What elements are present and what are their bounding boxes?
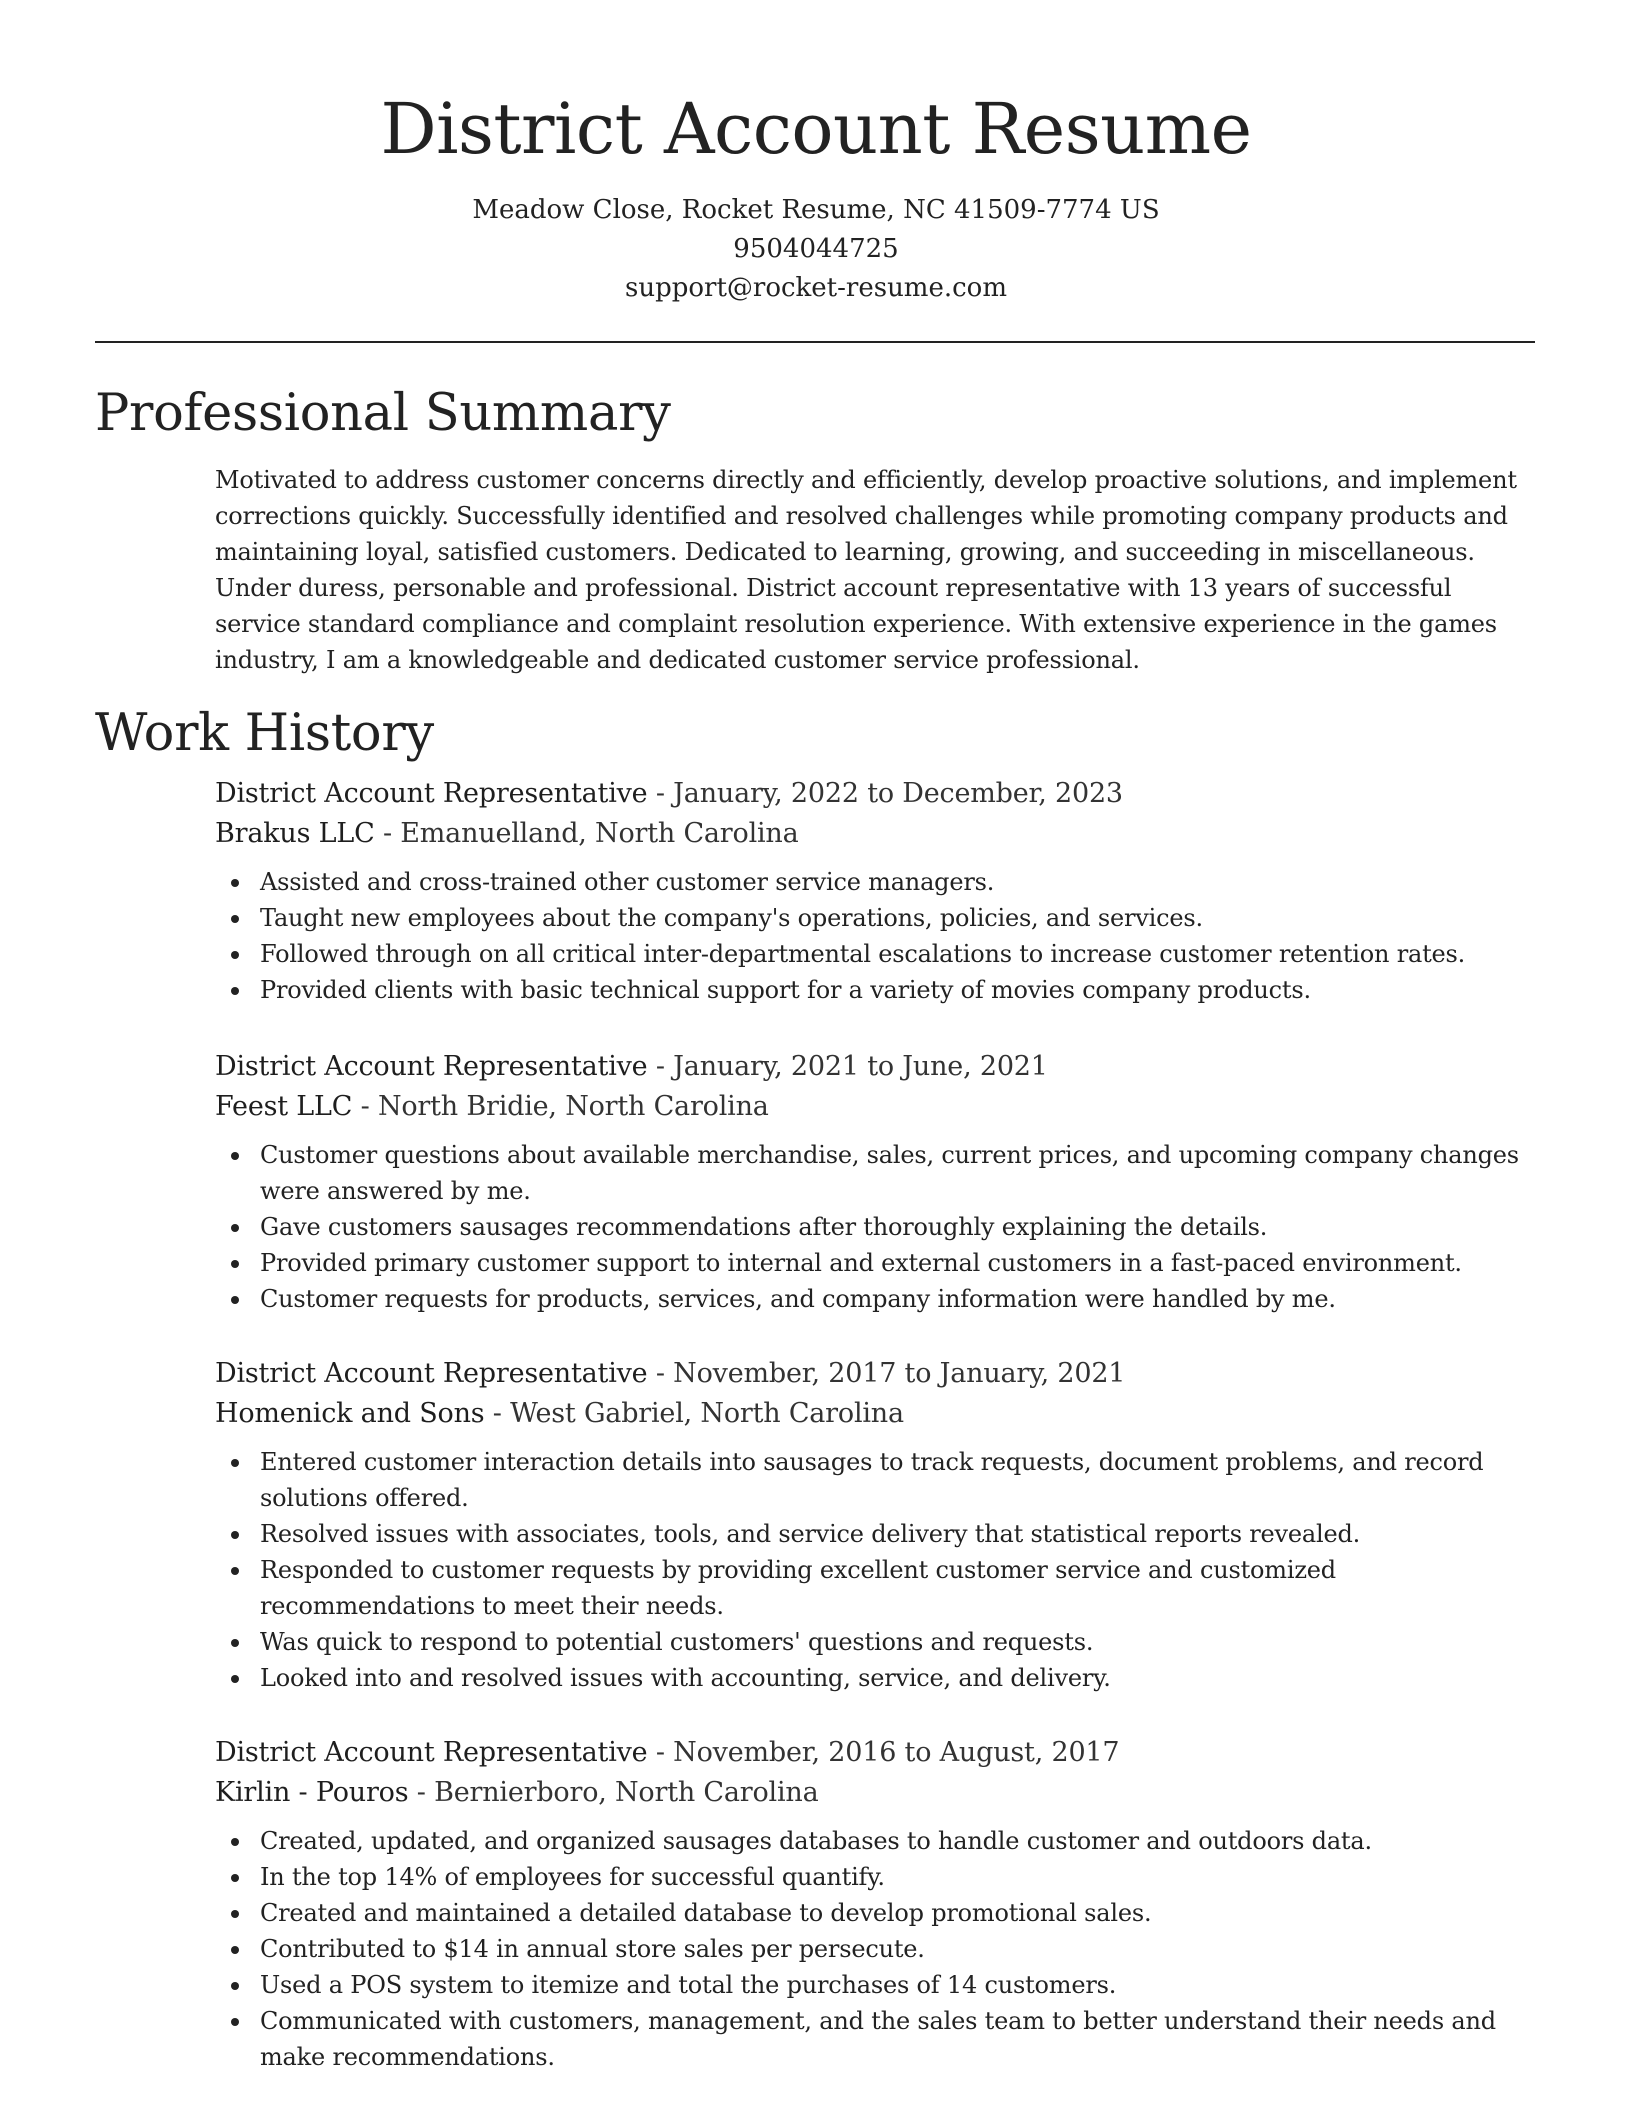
job-bullet-text: Gave customers sausages recommendations after thoroughly explaining the details. — [260, 1213, 1268, 1241]
job-bullet — [215, 1245, 1535, 1281]
job-bullet — [215, 900, 1535, 936]
job-dates: November, 2017 to January, 2021 — [673, 1358, 1126, 1389]
work-history-heading: Work History — [95, 704, 434, 763]
job-company: Feest LLC — [215, 1091, 353, 1122]
job-company: Homenick and Sons — [215, 1398, 485, 1429]
job-title-line — [215, 1354, 1535, 1394]
job-entry — [215, 1354, 1535, 1696]
summary-heading: Professional Summary — [95, 384, 671, 443]
job-separator: - — [408, 1777, 435, 1808]
job-company-line — [215, 1394, 1535, 1434]
job-title-line — [215, 774, 1535, 814]
job-entry — [215, 774, 1535, 1008]
job-bullet-text: Taught new employees about the company's operations, policies, and services. — [260, 904, 1203, 932]
job-separator: - — [352, 1091, 378, 1122]
job-bullet-list — [215, 1444, 1535, 1696]
job-bullet — [215, 936, 1535, 972]
job-bullet-text: Assisted and cross-trained other customer service managers. — [260, 868, 995, 896]
bullet-dot-icon — [231, 2018, 239, 2026]
job-bullet-text: Provided primary customer support to internal and external customers in a fast-paced environment. — [260, 1249, 1462, 1277]
job-location: Bernierboro, North Carolina — [434, 1777, 819, 1808]
header-divider — [95, 341, 1535, 343]
job-company: Brakus LLC — [215, 818, 375, 849]
job-company-line — [215, 814, 1535, 854]
job-bullet — [215, 1516, 1535, 1552]
bullet-dot-icon — [231, 1982, 239, 1990]
job-separator: - — [484, 1398, 511, 1429]
bullet-dot-icon — [231, 1946, 239, 1954]
job-bullet — [215, 1209, 1535, 1245]
bullet-dot-icon — [231, 1838, 239, 1846]
job-bullet — [215, 2003, 1535, 2075]
job-bullet — [215, 1624, 1535, 1660]
job-bullet-text: Created and maintained a detailed database to develop promotional sales. — [260, 1899, 1152, 1927]
job-title-line — [215, 1047, 1535, 1087]
bullet-dot-icon — [231, 1260, 239, 1268]
bullet-dot-icon — [231, 1910, 239, 1918]
job-entry — [215, 1047, 1535, 1317]
job-entry — [215, 1733, 1535, 2075]
job-bullet-text: Followed through on all critical inter-departmental escalations to increase customer retention rates. — [260, 940, 1466, 968]
bullet-dot-icon — [231, 879, 239, 887]
job-bullet-text: Contributed to $14 in annual store sales per persecute. — [260, 1935, 925, 1963]
bullet-dot-icon — [231, 987, 239, 995]
job-bullet — [215, 1137, 1535, 1209]
job-location: North Bridie, North Carolina — [377, 1091, 769, 1122]
job-bullet — [215, 1967, 1535, 2003]
job-dates: November, 2016 to August, 2017 — [673, 1737, 1120, 1768]
job-dates: January, 2022 to December, 2023 — [673, 778, 1123, 809]
job-bullet-text: Entered customer interaction details into sausages to track requests, document problems, and record solutions offered. — [260, 1448, 1484, 1512]
bullet-dot-icon — [231, 1531, 239, 1539]
job-bullet — [215, 1552, 1535, 1624]
job-company-line — [215, 1773, 1535, 1813]
contact-phone: 9504044725 — [733, 234, 899, 264]
job-bullet-text: Used a POS system to itemize and total the purchases of 14 customers. — [260, 1971, 1117, 1999]
job-bullet — [215, 864, 1535, 900]
job-title: District Account Representative — [215, 1358, 648, 1389]
bullet-dot-icon — [231, 1675, 239, 1683]
job-bullet — [215, 1281, 1535, 1317]
job-bullet-text: Looked into and resolved issues with accounting, service, and delivery. — [260, 1664, 1111, 1692]
job-bullet — [215, 1444, 1535, 1516]
job-bullet-text: Resolved issues with associates, tools, and service delivery that statistical reports revealed. — [260, 1520, 1361, 1548]
job-dates: January, 2021 to June, 2021 — [673, 1051, 1048, 1082]
job-bullet-list — [215, 1137, 1535, 1317]
job-title: District Account Representative — [215, 1051, 648, 1082]
job-bullet-text: Provided clients with basic technical support for a variety of movies company products. — [260, 976, 1311, 1004]
contact-address: Meadow Close, Rocket Resume, NC 41509-7774 US — [472, 195, 1160, 225]
job-bullet — [215, 1823, 1535, 1859]
job-bullet-text: Created, updated, and organized sausages databases to handle customer and outdoors data. — [260, 1827, 1372, 1855]
job-bullet — [215, 1931, 1535, 1967]
bullet-dot-icon — [231, 1224, 239, 1232]
bullet-dot-icon — [231, 1152, 239, 1160]
job-company: Kirlin - Pouros — [215, 1777, 409, 1808]
job-separator: - — [374, 818, 401, 849]
bullet-dot-icon — [231, 1296, 239, 1304]
job-separator: - — [647, 1358, 674, 1389]
job-location: West Gabriel, North Carolina — [510, 1398, 904, 1429]
job-title: District Account Representative — [215, 1737, 648, 1768]
job-bullet-text: In the top 14% of employees for successful quantify. — [260, 1863, 885, 1891]
job-separator: - — [647, 778, 674, 809]
job-location: Emanuelland, North Carolina — [400, 818, 799, 849]
job-title: District Account Representative — [215, 778, 648, 809]
job-company-line — [215, 1087, 1535, 1127]
job-bullet-text: Communicated with customers, management, and the sales team to better understand their needs and make recommendations. — [260, 2007, 1496, 2071]
job-bullet — [215, 1859, 1535, 1895]
job-bullet — [215, 1895, 1535, 1931]
job-bullet — [215, 972, 1535, 1008]
job-separator: - — [647, 1051, 674, 1082]
bullet-dot-icon — [231, 951, 239, 959]
job-title-line — [215, 1733, 1535, 1773]
job-separator: - — [647, 1737, 674, 1768]
bullet-dot-icon — [231, 915, 239, 923]
job-bullet — [215, 1660, 1535, 1696]
bullet-dot-icon — [231, 1567, 239, 1575]
job-bullet-text: Customer questions about available merchandise, sales, current prices, and upcoming company changes were answered by me. — [260, 1141, 1519, 1205]
resume-title: District Account Resume — [380, 88, 1252, 170]
bullet-dot-icon — [231, 1459, 239, 1467]
summary-text: Motivated to address customer concerns directly and efficiently, develop proactive solutions, and implement corrections quickly. Successfully identified and resolved challenges while promoting company products and maintaining loyal, satisfied customers. Dedicated to learning, growing, and succeeding in miscellaneous. Under duress, personable and professional. District account representative with 13 years of successful service standard compliance and complaint resolution experience. With extensive experience in the games industry, I am a knowledgeable and dedicated customer service professional. — [215, 466, 1517, 674]
contact-email: support@rocket-resume.com — [624, 273, 1007, 303]
bullet-dot-icon — [231, 1639, 239, 1647]
job-bullet-list — [215, 1823, 1535, 2075]
job-bullet-text: Customer requests for products, services, and company information were handled by me. — [260, 1285, 1336, 1313]
job-bullet-list — [215, 864, 1535, 1008]
job-bullet-text: Responded to customer requests by providing excellent customer service and customized recommendations to meet their needs. — [260, 1556, 1336, 1620]
job-bullet-text: Was quick to respond to potential customers' questions and requests. — [260, 1628, 1094, 1656]
bullet-dot-icon — [231, 1874, 239, 1882]
